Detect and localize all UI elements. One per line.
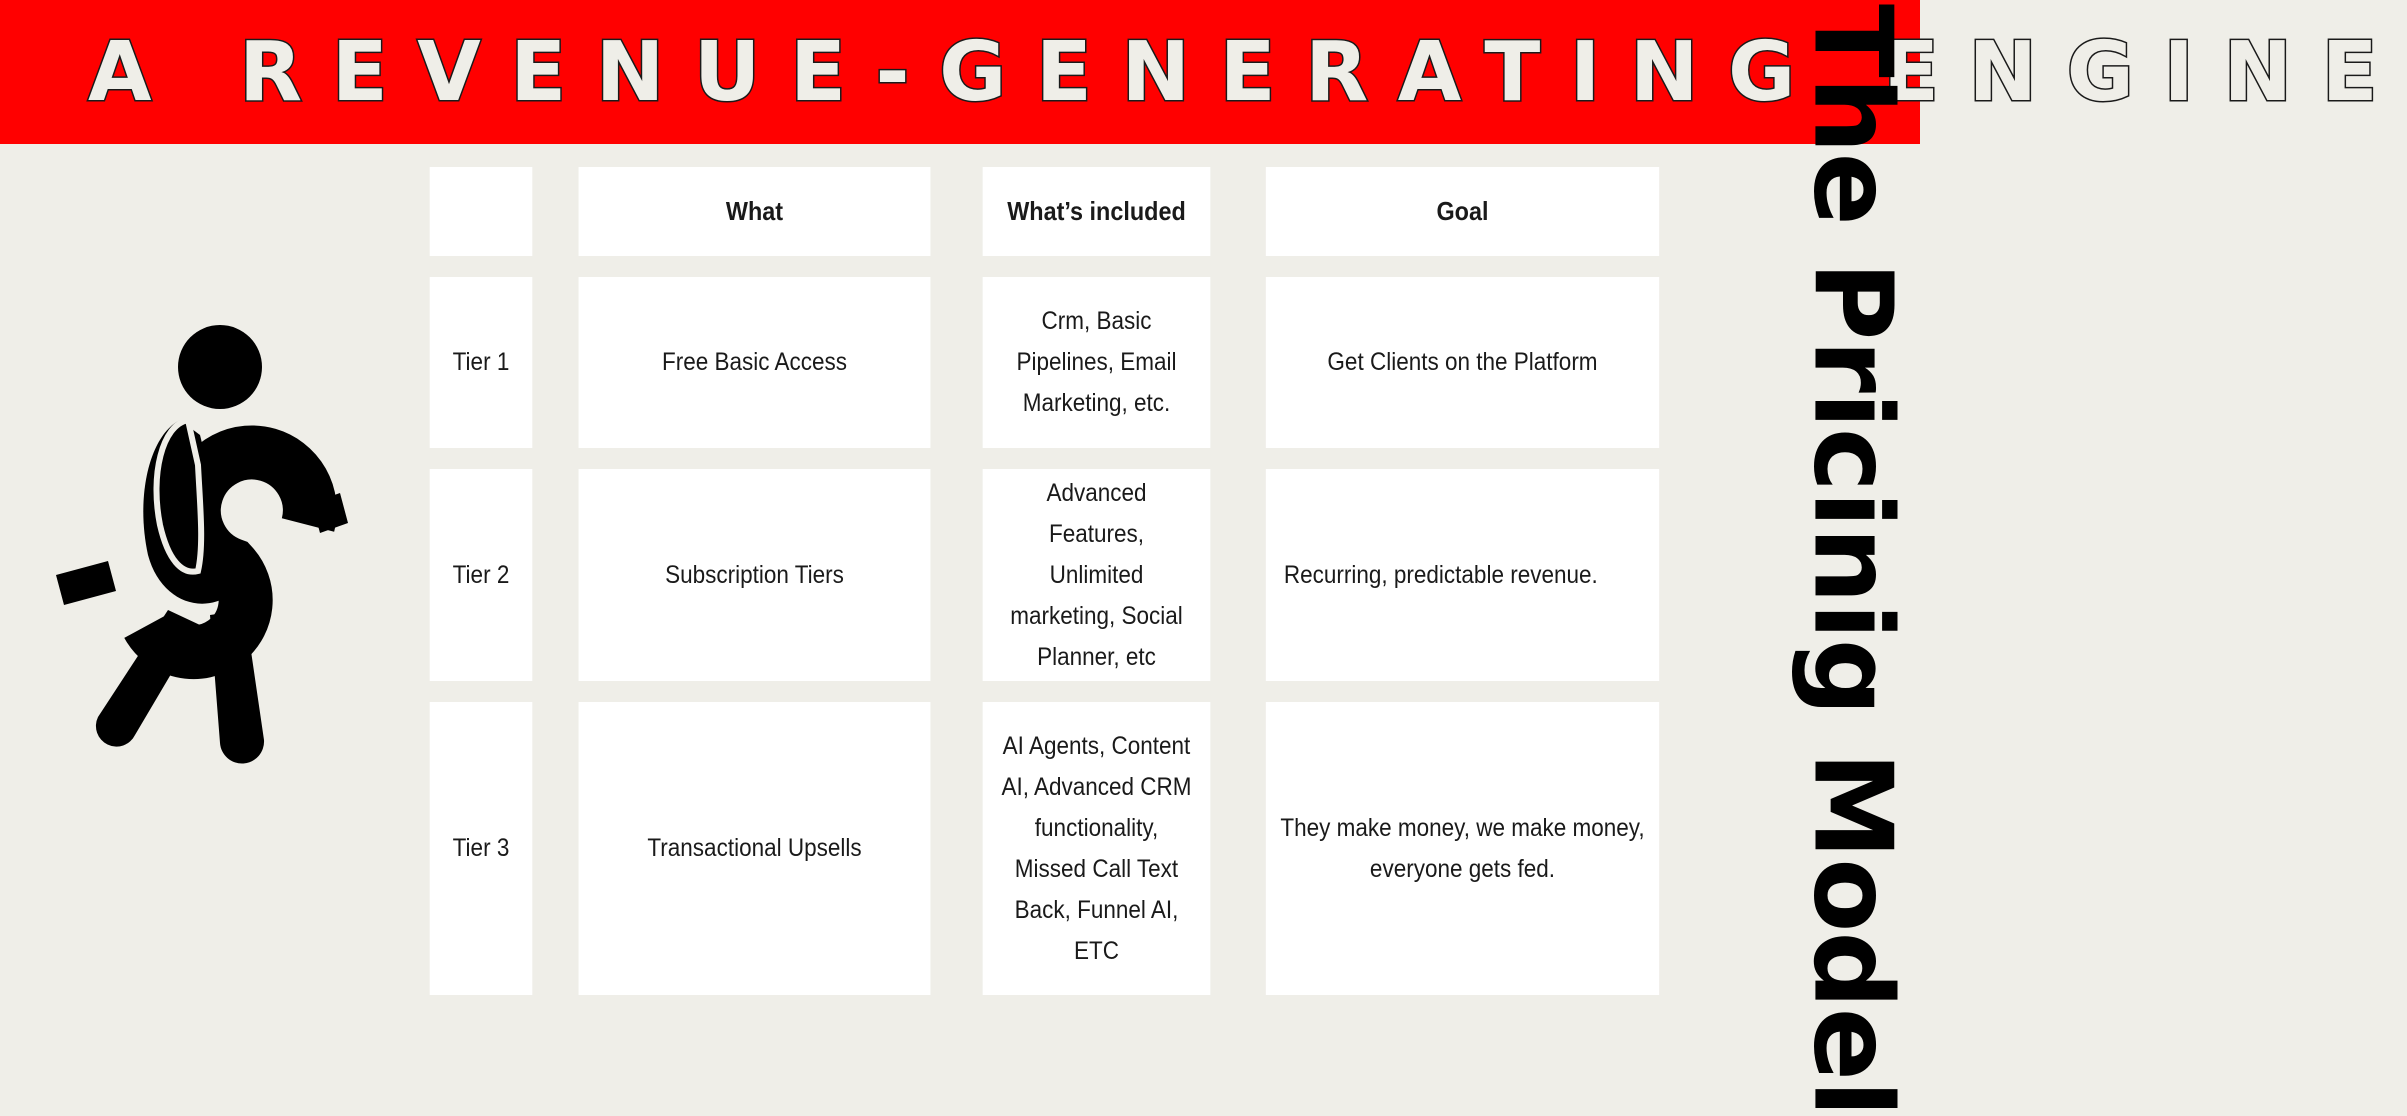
tier-3-included-line: functionality,: [1034, 813, 1159, 842]
tier-2-what: Subscription Tiers: [579, 469, 931, 681]
tier-3-included-line: AI Agents, Content: [1002, 731, 1191, 760]
side-title-area: [1700, 4, 1920, 1116]
tier-1-label: Tier 1: [430, 277, 533, 448]
tier-1-included-line: Marketing, etc.: [1022, 389, 1171, 417]
tier-2-label: Tier 2: [430, 469, 533, 681]
tier-2-goal-line: Recurring, predictable revenue.: [1283, 560, 1598, 589]
table-header-empty: [430, 167, 533, 256]
tier-2-included-line: Unlimited: [1049, 560, 1144, 589]
tier-3-included: [983, 702, 1211, 995]
tier-3-included-line: ETC: [1074, 936, 1119, 965]
tier-3-what: Transactional Upsells: [579, 702, 931, 995]
tier-1-included-line: Pipelines, Email: [1016, 348, 1177, 376]
tier-1-included: [983, 277, 1211, 448]
table-header-what: What: [579, 167, 931, 256]
person-carrying-dollar-sign-icon: [50, 325, 355, 760]
page-title: A REVENUE-GENERATING ENGINE: [88, 24, 2407, 120]
table-header-goal: Goal: [1266, 167, 1659, 256]
tier-1-goal: [1266, 277, 1659, 448]
tier-3-included-line: AI, Advanced CRM: [1001, 772, 1192, 801]
tier-1-what: Free Basic Access: [579, 277, 931, 448]
tier-2-included-line: Advanced Features,: [1046, 478, 1147, 548]
tier-3-goal-line: everyone gets fed.: [1369, 854, 1556, 883]
tier-3-included-line: Back, Funnel AI,: [1014, 895, 1179, 924]
tier-3-label: Tier 3: [430, 702, 533, 995]
tier-3-included-line: Missed Call Text: [1014, 854, 1179, 883]
tier-1-goal-line: Get Clients on the Platform: [1327, 348, 1598, 376]
tier-2-included-line: Planner, etc: [1037, 642, 1156, 671]
tier-2-included: [983, 469, 1211, 681]
tier-1-included-line: Crm, Basic: [1041, 307, 1152, 335]
table-header-included: What’s included: [983, 167, 1211, 256]
tier-2-included-line: marketing, Social: [1010, 601, 1183, 630]
side-title: The Pricinig Model: [1789, 4, 1915, 1116]
tier-3-goal: [1266, 702, 1659, 995]
tier-2-goal: [1266, 469, 1659, 681]
tier-3-goal-line: They make money, we make money,: [1280, 813, 1645, 842]
